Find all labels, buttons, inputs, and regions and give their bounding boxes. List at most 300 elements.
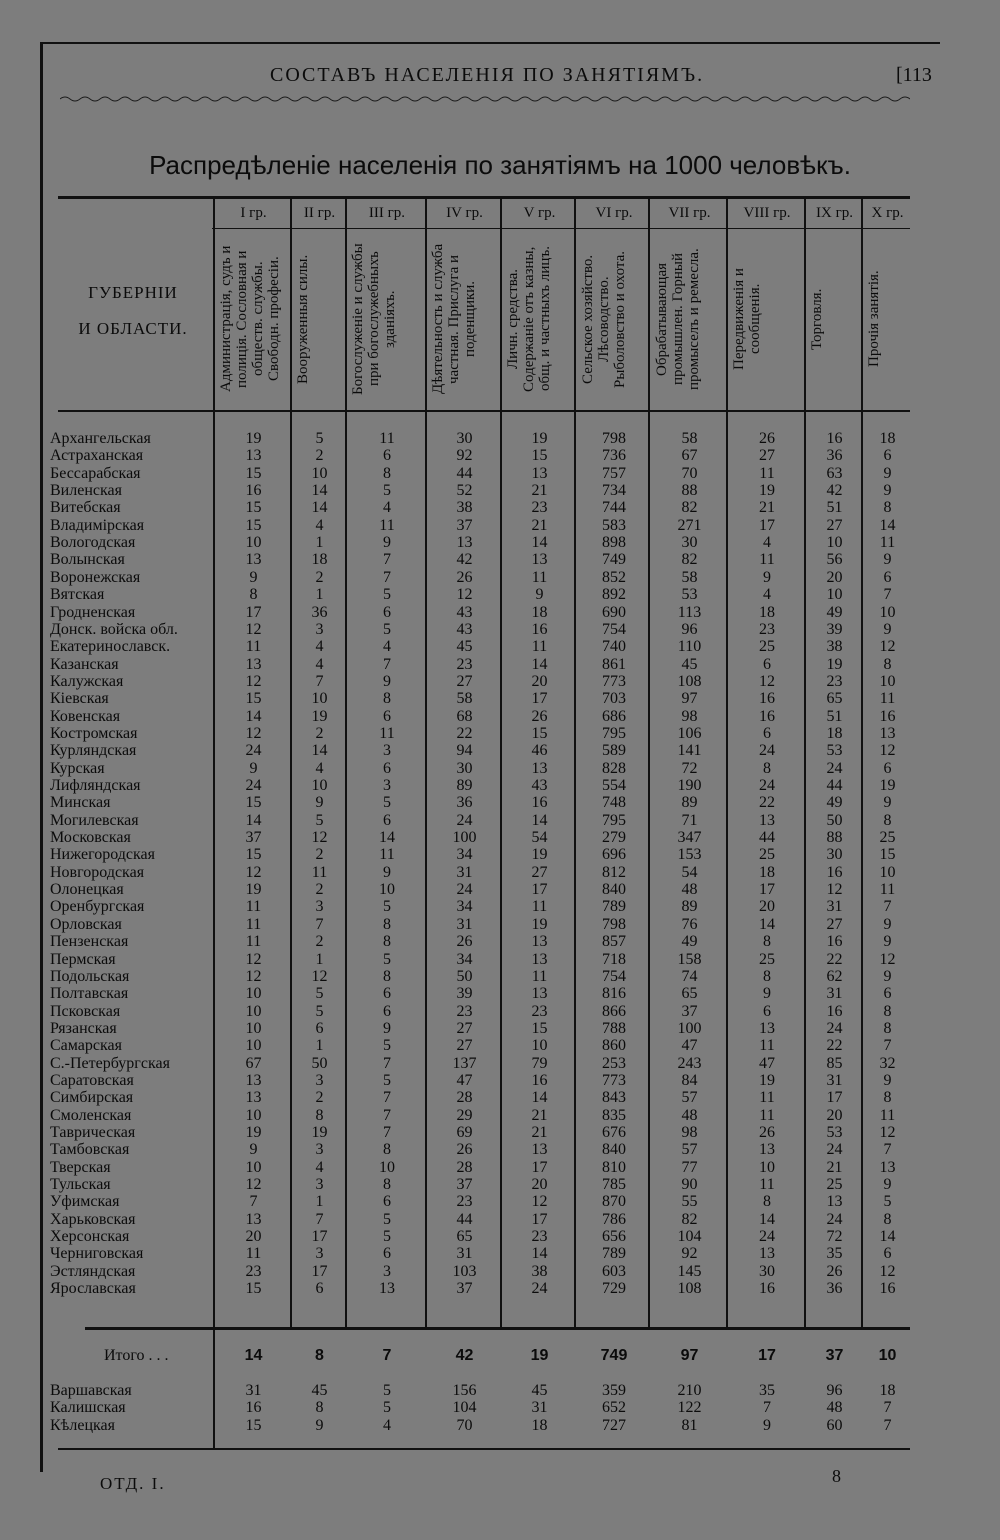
table-cell: 11: [245, 915, 262, 933]
table-cell: 6: [383, 1245, 391, 1263]
table-cell: 7: [883, 1141, 892, 1159]
table-cell: 94: [456, 742, 473, 760]
table-cell: 13: [879, 1158, 896, 1176]
total-cell: 749: [600, 1347, 628, 1364]
table-cell: 11: [531, 967, 548, 985]
table-row: [0, 968, 1000, 985]
table-cell: 14: [311, 742, 328, 760]
table-cell: 8: [249, 586, 258, 604]
table-cell: 22: [759, 794, 775, 812]
province-name: Гродненская: [50, 603, 136, 621]
table-cell: 14: [531, 1089, 548, 1107]
table-cell: 10: [531, 1037, 548, 1055]
province-name: Минская: [50, 794, 111, 812]
table-cell: 23: [531, 1002, 548, 1020]
table-cell: 9: [883, 464, 892, 482]
table-cell: 24: [531, 1280, 548, 1298]
table-cell: 45: [311, 1382, 328, 1399]
table-row: [0, 1176, 1000, 1193]
running-header: [40, 64, 940, 94]
table-cell: 27: [531, 863, 548, 881]
table-cell: 4: [315, 516, 324, 534]
table-cell: 35: [759, 1382, 775, 1399]
table-cell: 2: [315, 881, 324, 899]
table-cell: 5: [383, 1037, 391, 1055]
province-name: Донск. войска обл.: [50, 620, 178, 638]
province-name: Олонецкая: [50, 881, 124, 899]
table-cell: 6: [383, 603, 391, 621]
table-cell: 16: [879, 1280, 896, 1298]
table-cell: 15: [245, 464, 262, 482]
table-cell: 23: [456, 1193, 473, 1211]
table-cell: 11: [379, 516, 395, 534]
table-cell: 16: [826, 430, 843, 447]
table-cell: 23: [456, 655, 473, 673]
table-row: [0, 812, 1000, 829]
table-cell: 828: [602, 759, 626, 777]
table-cell: 6: [383, 985, 391, 1003]
table-cell: 15: [531, 447, 548, 465]
table-cell: 62: [826, 967, 843, 985]
table-cell: 50: [311, 1054, 328, 1072]
table-cell: 48: [681, 1106, 698, 1124]
table-cell: 26: [759, 430, 775, 447]
table-cell: 773: [602, 1071, 626, 1089]
table-cell: 10: [379, 881, 395, 899]
table-cell: 24: [826, 1210, 843, 1228]
table-cell: 19: [531, 915, 548, 933]
table-cell: 57: [681, 1141, 698, 1159]
table-row: [0, 690, 1000, 707]
total-cell: 10: [878, 1347, 897, 1364]
table-cell: 26: [456, 1141, 473, 1159]
table-row: [0, 621, 1000, 638]
table-cell: 43: [456, 620, 473, 638]
table-cell: 13: [245, 1071, 262, 1089]
table-cell: 7: [315, 1210, 324, 1228]
table-cell: 34: [456, 846, 473, 864]
table-cell: 4: [383, 638, 391, 656]
table-cell: 53: [681, 586, 698, 604]
table-cell: 3: [315, 620, 324, 638]
table-cell: 25: [879, 829, 896, 847]
table-cell: 12: [311, 967, 328, 985]
table-cell: 9: [883, 933, 892, 951]
table-cell: 70: [681, 464, 698, 482]
table-cell: 113: [677, 603, 702, 621]
table-cell: 7: [883, 1037, 892, 1055]
table-cell: 17: [311, 1262, 328, 1280]
table-cell: 81: [681, 1416, 698, 1434]
table-row: [0, 517, 1000, 534]
table-cell: 5: [383, 1399, 391, 1417]
table-cell: 652: [602, 1399, 626, 1417]
table-row: [0, 1020, 1000, 1037]
province-name: Новгородская: [50, 863, 145, 881]
table-cell: 734: [602, 482, 626, 500]
table-row: [0, 447, 1000, 464]
table-cell: 58: [456, 690, 473, 708]
table-cell: 8: [763, 759, 771, 777]
table-cell: 210: [677, 1382, 702, 1399]
table-cell: 7: [249, 1193, 258, 1211]
table-cell: 98: [681, 707, 698, 725]
table-cell: 97: [681, 690, 698, 708]
table-row: [0, 864, 1000, 881]
table-cell: 16: [826, 1002, 843, 1020]
table-cell: 17: [531, 690, 548, 708]
table-row: [0, 656, 1000, 673]
table-cell: 13: [531, 985, 548, 1003]
table-cell: 17: [759, 881, 775, 899]
table-cell: 16: [826, 863, 843, 881]
province-name: Казанская: [50, 655, 119, 673]
table-cell: 13: [759, 811, 775, 829]
table-cell: 158: [677, 950, 702, 968]
table-cell: 8: [383, 933, 391, 951]
table-cell: 9: [383, 1019, 391, 1037]
table-cell: 77: [681, 1158, 698, 1176]
table-cell: 12: [245, 950, 262, 968]
table-cell: 58: [681, 430, 698, 447]
table-cell: 60: [826, 1416, 843, 1434]
table-cell: 729: [602, 1280, 626, 1298]
table-row: [0, 1141, 1000, 1158]
table-cell: 852: [602, 568, 626, 586]
table-cell: 31: [826, 985, 843, 1003]
table-cell: 7: [383, 1124, 391, 1141]
province-name: Московская: [50, 829, 131, 847]
table-cell: 35: [826, 1245, 843, 1263]
table-cell: 4: [383, 499, 391, 517]
table-cell: 17: [245, 603, 262, 621]
table-cell: 89: [681, 794, 698, 812]
table-cell: 137: [452, 1054, 477, 1072]
table-cell: 19: [245, 1124, 262, 1141]
table-cell: 11: [245, 1245, 262, 1263]
table-cell: 4: [315, 638, 324, 656]
table-row: [0, 1055, 1000, 1072]
table-cell: 72: [826, 1228, 843, 1246]
table-cell: 6: [383, 1193, 391, 1211]
table-cell: 12: [245, 672, 262, 690]
table-cell: 24: [826, 1141, 843, 1159]
group-header: X гр.: [871, 205, 904, 221]
table-cell: 72: [681, 759, 698, 777]
table-cell: 812: [602, 863, 626, 881]
table-cell: 748: [602, 794, 626, 812]
table-cell: 14: [311, 482, 328, 500]
total-cell: 19: [530, 1347, 549, 1364]
table-cell: 696: [602, 846, 626, 864]
province-name: Вятская: [50, 586, 105, 604]
province-name: Архангельская: [50, 430, 151, 447]
total-cell: 97: [680, 1347, 699, 1364]
table-cell: 14: [531, 811, 548, 829]
table-cell: 6: [763, 1002, 771, 1020]
table-cell: 92: [681, 1245, 698, 1263]
table-cell: 67: [245, 1054, 262, 1072]
stub-header: [58, 275, 208, 347]
table-cell: 8: [383, 1176, 391, 1194]
table-cell: 53: [826, 742, 843, 760]
table-cell: 6: [883, 1245, 892, 1263]
group-description: Торговля.: [809, 288, 825, 350]
table-cell: 13: [759, 1245, 775, 1263]
table-cell: 6: [763, 724, 771, 742]
table-cell: 12: [879, 638, 896, 656]
group-description: Обрабатывающая промышлен. Горный промыселъ и ремесла.: [654, 248, 702, 390]
table-cell: 14: [531, 1245, 548, 1263]
table-cell: 28: [456, 1089, 473, 1107]
table-cell: 6: [883, 759, 892, 777]
province-name: Херсонская: [50, 1228, 130, 1246]
table-cell: 89: [681, 898, 698, 916]
group-description: Богослуженіе и службы при богослужебныхъ зданіяхъ.: [350, 243, 398, 395]
table-cell: 786: [602, 1210, 626, 1228]
table-cell: 24: [826, 1019, 843, 1037]
group-description: Личн. средства. Содержаніе отъ казны, общ. и частныхъ лицъ.: [505, 246, 553, 392]
group-description: Дѣятельность и служба частная. Прислуга и поденщики.: [430, 243, 478, 395]
table-cell: 13: [245, 447, 262, 465]
table-cell: 9: [763, 985, 771, 1003]
table-cell: 23: [245, 1262, 262, 1280]
table-cell: 5: [383, 482, 391, 500]
table-cell: 14: [245, 707, 262, 725]
table-cell: 17: [531, 1158, 548, 1176]
table-cell: 788: [602, 1019, 626, 1037]
table-cell: 20: [826, 568, 843, 586]
table-cell: 16: [759, 707, 775, 725]
table-cell: 19: [245, 430, 262, 447]
table-cell: 12: [245, 967, 262, 985]
table-cell: 8: [883, 1002, 892, 1020]
table-cell: 16: [826, 933, 843, 951]
table-cell: 32: [879, 1054, 896, 1072]
table-row: [0, 1193, 1000, 1210]
table-cell: 49: [681, 933, 698, 951]
table-cell: 9: [763, 1416, 771, 1434]
table-cell: 840: [602, 881, 626, 899]
table-cell: 13: [531, 759, 548, 777]
table-cell: 6: [383, 707, 391, 725]
province-name: Оренбургская: [50, 898, 145, 916]
table-cell: 58: [681, 568, 698, 586]
table-cell: 870: [602, 1193, 626, 1211]
province-name: Черниговская: [50, 1245, 144, 1263]
table-cell: 243: [677, 1054, 702, 1072]
table-cell: 23: [531, 1228, 548, 1246]
table-cell: 17: [311, 1228, 328, 1246]
table-cell: 15: [245, 794, 262, 812]
decorative-wavy-rule: [60, 95, 910, 103]
province-name: Ковенская: [50, 707, 121, 725]
table-cell: 2: [315, 447, 324, 465]
table-cell: 5: [383, 1071, 391, 1089]
table-cell: 5: [383, 898, 391, 916]
table-cell: 773: [602, 672, 626, 690]
table-cell: 7: [383, 1089, 391, 1107]
table-cell: 5: [383, 1210, 391, 1228]
table-row: [0, 1107, 1000, 1124]
table-cell: 24: [759, 1228, 775, 1246]
table-cell: 47: [759, 1054, 775, 1072]
table-cell: 857: [602, 933, 626, 951]
table-cell: 744: [602, 499, 626, 517]
table-cell: 4: [315, 759, 324, 777]
province-name: Пензенская: [50, 933, 129, 951]
table-cell: 835: [602, 1106, 626, 1124]
table-cell: 9: [883, 794, 892, 812]
table-cell: 30: [681, 534, 698, 552]
table-row: [0, 777, 1000, 794]
province-name: Воронежская: [50, 568, 141, 586]
table-cell: 14: [759, 1210, 775, 1228]
province-name: Курляндская: [50, 742, 137, 760]
table-cell: 9: [883, 1176, 892, 1194]
table-cell: 18: [531, 603, 548, 621]
table-cell: 26: [759, 1124, 775, 1141]
table-cell: 12: [245, 724, 262, 742]
table-cell: 14: [245, 811, 262, 829]
table-cell: 18: [531, 1416, 548, 1434]
table-cell: 14: [759, 915, 775, 933]
table-cell: 44: [759, 829, 775, 847]
table-cell: 57: [681, 1089, 698, 1107]
table-cell: 13: [759, 1019, 775, 1037]
table-cell: 5: [383, 1382, 391, 1399]
group-header: I гр.: [240, 205, 267, 221]
table-cell: 96: [826, 1382, 843, 1399]
table-cell: 37: [245, 829, 262, 847]
table-cell: 892: [602, 586, 626, 604]
table-cell: 17: [826, 1089, 843, 1107]
table-cell: 9: [383, 534, 391, 552]
table-cell: 13: [379, 1280, 395, 1298]
table-cell: 38: [826, 638, 843, 656]
table-cell: 16: [245, 1399, 262, 1417]
province-name: Могилевская: [50, 811, 139, 829]
table-cell: 21: [531, 1124, 548, 1141]
table-cell: 52: [456, 482, 473, 500]
table-row: [0, 1037, 1000, 1054]
table-cell: 3: [383, 1262, 391, 1280]
table-cell: 16: [759, 690, 775, 708]
table-cell: 749: [602, 551, 626, 569]
province-name: Тамбовская: [50, 1141, 130, 1159]
table-cell: 34: [456, 898, 473, 916]
table-cell: 30: [456, 759, 473, 777]
table-cell: 92: [456, 447, 473, 465]
table-row: [0, 898, 1000, 915]
table-cell: 2: [315, 724, 324, 742]
table-cell: 19: [311, 707, 328, 725]
table-cell: 36: [456, 794, 473, 812]
table-cell: 11: [531, 638, 548, 656]
table-row: [0, 1003, 1000, 1020]
table-cell: 1: [315, 1037, 324, 1055]
table-cell: 37: [456, 516, 473, 534]
table-cell: 3: [315, 1071, 324, 1089]
table-cell: 3: [315, 898, 324, 916]
table-cell: 36: [311, 603, 328, 621]
table-cell: 104: [452, 1399, 477, 1417]
table-cell: 31: [456, 1245, 473, 1263]
table-cell: 359: [602, 1382, 626, 1399]
table-cell: 15: [245, 516, 262, 534]
table-cell: 11: [379, 724, 395, 742]
table-cell: 12: [759, 672, 775, 690]
table-cell: 11: [531, 568, 548, 586]
table-cell: 7: [883, 586, 892, 604]
table-cell: 22: [456, 724, 473, 742]
province-name: Рязанская: [50, 1019, 117, 1037]
table-cell: 19: [826, 655, 843, 673]
table-cell: 31: [456, 915, 473, 933]
group-header: V гр.: [523, 205, 556, 221]
table-cell: 4: [383, 1416, 391, 1434]
table-row: [0, 534, 1000, 551]
table-cell: 1: [315, 1193, 324, 1211]
table-row: [0, 569, 1000, 586]
table-cell: 37: [456, 1176, 473, 1194]
table-cell: 49: [826, 794, 843, 812]
table-cell: 11: [531, 898, 548, 916]
total-cell: 8: [315, 1347, 324, 1364]
table-cell: 12: [879, 1124, 896, 1141]
province-name: Волынская: [50, 551, 125, 569]
table-cell: 24: [245, 742, 262, 760]
province-name: Екатеринославск.: [50, 638, 171, 656]
table-cell: 19: [311, 1124, 328, 1141]
table-cell: 18: [879, 1382, 896, 1399]
table-cell: 757: [602, 464, 626, 482]
table-cell: 11: [879, 1106, 896, 1124]
table-cell: 44: [826, 777, 843, 794]
table-cell: 74: [681, 967, 698, 985]
table-cell: 8: [383, 1141, 391, 1159]
table-cell: 8: [883, 655, 892, 673]
table-cell: 38: [531, 1262, 548, 1280]
table-row: [0, 760, 1000, 777]
table-cell: 6: [383, 447, 391, 465]
table-cell: 8: [315, 1106, 324, 1124]
table-row: [0, 1089, 1000, 1106]
table-cell: 122: [677, 1399, 702, 1417]
table-row: [0, 881, 1000, 898]
table-cell: 24: [245, 777, 262, 794]
table-cell: 4: [315, 1158, 324, 1176]
table-row: [0, 1245, 1000, 1262]
table-cell: 30: [826, 846, 843, 864]
table-cell: 85: [826, 1054, 843, 1072]
province-name: Харьковская: [50, 1210, 136, 1228]
group-header: VIII гр.: [743, 205, 791, 221]
table-cell: 727: [602, 1416, 626, 1434]
table-cell: 9: [883, 1071, 892, 1089]
province-name: Орловская: [50, 915, 122, 933]
table-cell: 23: [531, 499, 548, 517]
table-cell: 11: [759, 1037, 775, 1055]
table-cell: 20: [531, 672, 548, 690]
group-description: Передвиженія и сообщенія.: [731, 268, 763, 370]
table-cell: 16: [531, 1071, 548, 1089]
table-cell: 3: [383, 777, 391, 794]
table-cell: 5: [315, 811, 324, 829]
table-row: [0, 708, 1000, 725]
table-cell: 9: [383, 863, 391, 881]
table-cell: 46: [531, 742, 548, 760]
